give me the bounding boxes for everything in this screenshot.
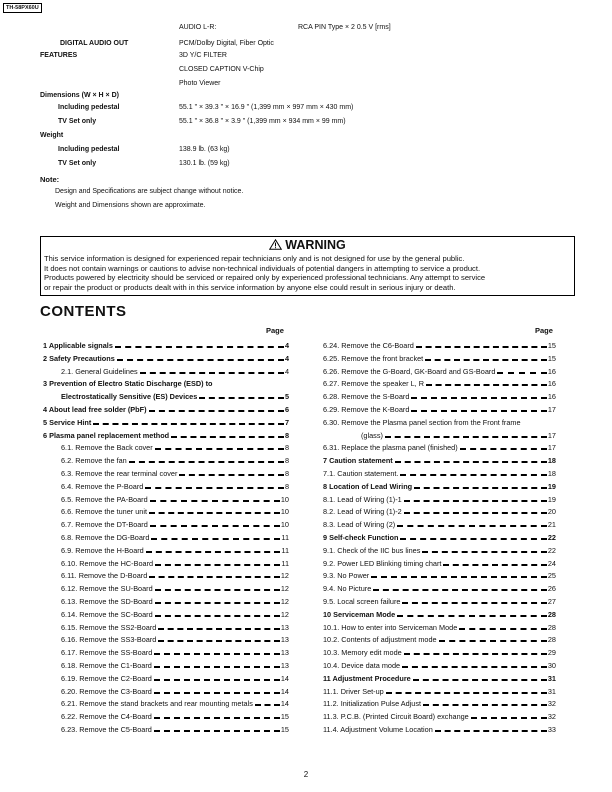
toc-entry-title: 6.13. Remove the SD-Board <box>61 597 153 606</box>
toc-entry[interactable] <box>61 710 289 721</box>
toc-entry-page: 11 <box>281 545 289 555</box>
toc-entry[interactable] <box>61 390 289 401</box>
toc-entry[interactable] <box>323 672 556 683</box>
toc-entry[interactable] <box>323 659 556 670</box>
toc-leader <box>151 538 280 540</box>
toc-leader <box>179 474 284 476</box>
toc-entry[interactable] <box>323 518 556 529</box>
toc-entry[interactable] <box>61 608 289 619</box>
toc-leader <box>129 461 284 463</box>
toc-entry-page: 13 <box>280 622 289 632</box>
warning-box <box>40 236 575 296</box>
toc-entry-title: 6.1. Remove the Back cover <box>61 443 153 453</box>
toc-entry[interactable] <box>43 429 289 440</box>
toc-entry[interactable] <box>323 646 556 657</box>
toc-leader <box>154 679 280 681</box>
model-tag: TH-58PX60U <box>3 3 42 13</box>
contents-title: CONTENTS <box>40 303 127 320</box>
toc-entry-page: 14 <box>280 699 289 709</box>
toc-entry-title: 9.2. Power LED Blinking timing chart <box>323 558 442 568</box>
toc-entry-title: 9.3. No Power <box>323 571 370 581</box>
toc-leader <box>402 602 546 604</box>
toc-leader <box>154 730 280 732</box>
warning-title-text: WARNING <box>285 238 346 252</box>
toc-entry[interactable] <box>323 544 556 555</box>
spec-value: PCM/Dolby Digital, Fiber Optic <box>179 40 274 47</box>
toc-entry-page: 33 <box>547 725 556 734</box>
toc-entry[interactable] <box>43 339 289 350</box>
toc-leader <box>171 436 284 438</box>
toc-entry-title: 10.4. Device data mode <box>323 661 401 670</box>
toc-entry-page: 8 <box>284 456 289 466</box>
toc-leader <box>255 704 280 706</box>
toc-leader <box>149 512 280 514</box>
toc-entry[interactable] <box>323 685 556 696</box>
toc-entry-title: 6.2. Remove the fan <box>61 456 127 466</box>
toc-entry[interactable] <box>323 365 556 376</box>
toc-entry-page: 28 <box>547 635 556 645</box>
toc-entry-title: 11.3. P.C.B. (Printed Circuit Board) exchange <box>323 712 469 722</box>
toc-entry[interactable] <box>323 454 556 465</box>
spec-label: DIGITAL AUDIO OUT <box>60 40 129 47</box>
toc-entry[interactable] <box>61 621 289 632</box>
toc-leader <box>411 397 546 399</box>
toc-entry-page: 27 <box>547 597 556 606</box>
toc-entry[interactable] <box>61 454 289 465</box>
toc-leader <box>426 384 547 386</box>
toc-entry[interactable] <box>61 557 289 568</box>
toc-entry[interactable] <box>43 403 289 414</box>
toc-entry[interactable] <box>323 621 556 632</box>
note-label: Note: <box>40 175 60 184</box>
toc-entry[interactable] <box>61 518 289 529</box>
toc-leader <box>140 372 284 374</box>
note-line: Weight and Dimensions shown are approximate. <box>55 202 206 209</box>
toc-leader <box>404 500 547 502</box>
toc-entry-page: 28 <box>547 622 556 632</box>
spec-value: 3D Y/C FILTER <box>179 52 227 59</box>
toc-leader <box>397 615 547 617</box>
spec-label: Including pedestal <box>58 146 120 153</box>
spec-label: TV Set only <box>58 160 97 167</box>
spec-value: 130.1 lb. (59 kg) <box>179 160 230 167</box>
toc-leader <box>443 564 546 566</box>
toc-entry-page: 7 <box>284 417 289 427</box>
toc-entry[interactable] <box>61 544 289 555</box>
toc-entry-title: 2.1. General Guidelines <box>61 366 138 376</box>
toc-leader <box>155 589 280 591</box>
toc-entry-page: 8 <box>284 443 289 453</box>
toc-entry-page: 11 <box>281 558 289 568</box>
toc-entry[interactable] <box>43 377 289 388</box>
toc-entry-title: 9 Self-check Function <box>323 533 399 542</box>
toc-entry[interactable] <box>323 505 556 516</box>
toc-entry[interactable] <box>323 582 556 593</box>
toc-entry-title: 9.5. Local screen failure <box>323 597 401 606</box>
toc-entry[interactable] <box>323 569 556 580</box>
toc-entry-page: 11 <box>281 533 289 542</box>
toc-entry[interactable] <box>323 416 556 427</box>
toc-entry-title: 8 Location of Lead Wiring <box>323 481 413 491</box>
toc-leader <box>397 525 547 527</box>
toc-entry[interactable] <box>43 416 289 427</box>
toc-entry-page: 5 <box>284 392 289 402</box>
spec-value: AUDIO L-R: <box>179 24 217 31</box>
toc-leader <box>115 346 284 348</box>
toc-entry-page: 32 <box>547 712 556 722</box>
spec-label: Weight <box>40 132 64 139</box>
toc-entry[interactable] <box>61 493 289 504</box>
toc-entry-title: 6.29. Remove the K-Board <box>323 405 410 414</box>
toc-entry-page: 12 <box>280 571 289 581</box>
toc-entry-title: 6.5. Remove the PA-Board <box>61 494 148 504</box>
toc-entry-page: 26 <box>547 584 556 594</box>
toc-entry-title: 6.7. Remove the DT-Board <box>61 520 148 530</box>
toc-entry-page: 13 <box>280 648 289 658</box>
toc-entry-title: 6.15. Remove the SS2-Board <box>61 622 157 632</box>
toc-leader <box>149 410 284 412</box>
toc-leader <box>149 576 280 578</box>
toc-entry-page: 25 <box>547 571 556 581</box>
toc-entry-title: 6.11. Remove the D-Board <box>61 571 148 581</box>
toc-entry-page: 18 <box>547 456 556 466</box>
toc-leader <box>404 512 547 514</box>
toc-entry-page: 8 <box>284 481 289 491</box>
toc-entry-page: 16 <box>547 366 556 376</box>
toc-entry[interactable] <box>61 672 289 683</box>
toc-entry-title: 6 Plasma panel replacement method <box>43 430 170 440</box>
toc-entry-title: 10.3. Memory edit mode <box>323 648 402 658</box>
toc-leader <box>400 474 546 476</box>
toc-entry-title: 6.31. Replace the plasma panel (finished) <box>323 443 458 453</box>
toc-entry-page: 15 <box>547 341 556 350</box>
note-line: Design and Specifications are subject change without notice. <box>55 188 244 195</box>
toc-leader <box>154 717 280 719</box>
toc-entry-page: 14 <box>280 686 289 696</box>
toc-leader <box>154 653 280 655</box>
toc-entry[interactable] <box>61 685 289 696</box>
toc-entry[interactable] <box>323 339 556 350</box>
warning-line: It does not contain warnings or cautions to advise non-technical individuals of potential dangers in attempting to service a product. <box>44 263 481 273</box>
toc-entry-title: 6.12. Remove the SU-Board <box>61 584 153 594</box>
toc-entry[interactable] <box>61 531 289 542</box>
toc-leader <box>199 397 284 399</box>
toc-entry-title: 6.9. Remove the H-Board <box>61 545 144 555</box>
toc-entry[interactable] <box>323 352 556 363</box>
toc-entry-page: 8 <box>284 430 289 440</box>
toc-entry-title: 6.24. Remove the C6-Board <box>323 341 414 350</box>
toc-entry-page: 30 <box>547 661 556 670</box>
spec-label: FEATURES <box>40 52 78 59</box>
toc-entry-title: 6.14. Remove the SC-Board <box>61 609 153 619</box>
toc-entry[interactable] <box>323 493 556 504</box>
page-column-header-left: Page <box>266 326 284 335</box>
toc-entry-title: 9.4. No Picture <box>323 584 372 594</box>
toc-entry[interactable] <box>361 429 556 440</box>
toc-entry-title: 6.3. Remove the rear terminal cover <box>61 469 178 478</box>
toc-entry-page: 4 <box>284 353 289 363</box>
toc-entry[interactable] <box>323 557 556 568</box>
toc-entry-title: 6.8. Remove the DG-Board <box>61 533 150 542</box>
toc-entry-title: 10.1. How to enter into Serviceman Mode <box>323 622 458 632</box>
toc-entry-page: 13 <box>280 635 289 645</box>
toc-entry-page: 12 <box>280 584 289 594</box>
spec-value: Photo Viewer <box>179 80 221 87</box>
page-column-header-right: Page <box>535 326 553 335</box>
toc-entry-title: 11.2. Initialization Pulse Adjust <box>323 699 422 709</box>
toc-leader <box>158 628 280 630</box>
toc-entry-page: 16 <box>547 379 556 389</box>
toc-entry[interactable] <box>323 467 556 478</box>
toc-entry[interactable] <box>323 723 556 734</box>
toc-leader <box>471 717 547 719</box>
toc-entry-page: 10 <box>280 507 289 517</box>
toc-entry[interactable] <box>61 595 289 606</box>
warning-triangle-icon <box>269 239 282 250</box>
toc-entry-title: 11.4. Adjustment Volume Location <box>323 725 433 734</box>
toc-entry-page: 24 <box>547 558 556 568</box>
toc-entry-page: 4 <box>284 341 289 350</box>
toc-entry[interactable] <box>61 723 289 734</box>
toc-entry-title: 6.17. Remove the SS-Board <box>61 648 153 658</box>
toc-leader <box>155 448 284 450</box>
spec-label: Dimensions (W × H × D) <box>40 92 119 99</box>
toc-entry-page: 10 <box>280 520 289 530</box>
warning-line: or repair the product or products dealt with in this service information by anyone else could result in serious injury or death. <box>44 282 456 292</box>
toc-entry[interactable] <box>323 377 556 388</box>
toc-leader <box>145 487 284 489</box>
warning-text <box>44 254 572 292</box>
toc-entry-title: (glass) <box>361 430 383 440</box>
toc-entry-title: 6.6. Remove the tuner unit <box>61 507 147 517</box>
toc-entry[interactable] <box>61 505 289 516</box>
toc-entry[interactable] <box>61 365 289 376</box>
toc-leader <box>385 436 547 438</box>
spec-value: 55.1 " × 36.8 " × 3.9 " (1,399 mm × 934 mm × 99 mm) <box>179 118 346 125</box>
toc-leader <box>93 423 284 425</box>
toc-entry[interactable] <box>61 659 289 670</box>
spec-value: 138.9 lb. (63 kg) <box>179 146 230 153</box>
toc-entry-page: 17 <box>547 430 556 440</box>
toc-entry-title: 6.28. Remove the S-Board <box>323 392 410 402</box>
toc-entry-title: 6.25. Remove the front bracket <box>323 353 424 363</box>
toc-leader <box>497 372 547 374</box>
toc-leader <box>435 730 547 732</box>
toc-entry-title: 6.4. Remove the P-Board <box>61 481 144 491</box>
toc-entry-title: 9.1. Check of the IIC bus lines <box>323 545 421 555</box>
toc-entry[interactable] <box>323 531 556 542</box>
toc-entry-title: 10.2. Contents of adjustment mode <box>323 635 437 645</box>
toc-entry[interactable] <box>323 710 556 721</box>
toc-entry-page: 18 <box>547 469 556 478</box>
toc-entry-title: 5 Service Hint <box>43 417 92 427</box>
toc-leader <box>422 551 547 553</box>
toc-entry[interactable] <box>323 441 556 452</box>
toc-entry-page: 12 <box>280 609 289 619</box>
toc-leader <box>416 346 547 348</box>
toc-leader <box>460 448 547 450</box>
toc-entry-title: 7 Caution statement <box>323 456 393 466</box>
toc-entry-page: 15 <box>547 353 556 363</box>
toc-leader <box>459 628 547 630</box>
toc-entry[interactable] <box>61 697 289 708</box>
toc-leader <box>402 666 547 668</box>
toc-entry-title: 6.21. Remove the stand brackets and rear mounting metals <box>61 699 253 709</box>
toc-entry[interactable] <box>323 390 556 401</box>
toc-entry[interactable] <box>61 633 289 644</box>
spec-label: Including pedestal <box>58 104 120 111</box>
toc-entry-page: 15 <box>280 725 289 734</box>
toc-entry-page: 15 <box>280 712 289 722</box>
toc-entry-page: 6 <box>284 405 289 414</box>
toc-entry-page: 19 <box>547 481 556 491</box>
toc-entry-title: 6.10. Remove the HC-Board <box>61 558 154 568</box>
toc-entry[interactable] <box>323 633 556 644</box>
warning-line: Products powered by electricity should be serviced or repaired only by experienced professional technicians. Any attempt to service <box>44 273 486 283</box>
toc-entry-title: 6.30. Remove the Plasma panel section from the Front frame <box>323 417 521 427</box>
toc-entry-title: 1 Applicable signals <box>43 341 113 350</box>
toc-entry-title: 8.2. Lead of Wiring (1)-2 <box>323 507 402 517</box>
toc-leader <box>413 679 547 681</box>
toc-entry-title: 6.23. Remove the C5-Board <box>61 725 152 734</box>
toc-entry-page: 32 <box>547 699 556 709</box>
toc-leader <box>400 538 546 540</box>
toc-entry-title: 2 Safety Precautions <box>43 353 115 363</box>
toc-entry-page: 22 <box>547 533 556 542</box>
warning-title <box>41 238 574 252</box>
toc-leader <box>150 500 280 502</box>
toc-entry-page: 21 <box>547 520 556 530</box>
toc-entry-title: 6.27. Remove the speaker L, R <box>323 379 424 389</box>
toc-entry-title: 6.20. Remove the C3-Board <box>61 686 152 696</box>
toc-entry[interactable] <box>323 608 556 619</box>
spec-value: 55.1 " × 39.3 " × 16.9 " (1,399 mm × 997 mm × 430 mm) <box>179 104 354 111</box>
toc-entry[interactable] <box>323 595 556 606</box>
toc-leader <box>155 602 280 604</box>
toc-leader <box>158 640 280 642</box>
toc-leader <box>150 525 280 527</box>
toc-entry[interactable] <box>61 480 289 491</box>
toc-leader <box>146 551 281 553</box>
toc-leader <box>371 576 547 578</box>
toc-entry-page: 19 <box>547 494 556 504</box>
toc-entry-page: 20 <box>547 507 556 517</box>
toc-entry-title: 6.22. Remove the C4-Board <box>61 712 152 722</box>
toc-entry[interactable] <box>61 441 289 452</box>
toc-entry-title: 6.18. Remove the C1-Board <box>61 661 152 670</box>
toc-leader <box>117 359 284 361</box>
toc-entry-title: 10 Serviceman Mode <box>323 609 396 619</box>
toc-entry[interactable] <box>61 646 289 657</box>
spec-extra: RCA PIN Type × 2 0.5 V [rms] <box>298 24 391 31</box>
toc-entry-title: 11 Adjustment Procedure <box>323 673 411 683</box>
toc-leader <box>154 666 280 668</box>
toc-entry-page: 4 <box>284 366 289 376</box>
toc-entry-page: 29 <box>547 648 556 658</box>
toc-entry-title: 4 About lead free solder (PbF) <box>43 405 147 414</box>
toc-entry-page: 31 <box>547 673 556 683</box>
toc-entry[interactable] <box>43 352 289 363</box>
spec-value: CLOSED CAPTION V-Chip <box>179 66 264 73</box>
toc-entry-title: 6.16. Remove the SS3-Board <box>61 635 157 645</box>
toc-entry-page: 13 <box>280 661 289 670</box>
toc-entry-page: 22 <box>547 545 556 555</box>
toc-leader <box>414 487 547 489</box>
toc-entry-page: 8 <box>284 469 289 478</box>
warning-line: This service information is designed for experienced repair technicians only and is not designed for use by the general public. <box>44 254 465 263</box>
toc-entry-title: Electrostatically Sensitive (ES) Devices <box>61 392 198 402</box>
toc-entry-title: 3 Prevention of Electro Static Discharge (ESD) to <box>43 379 213 389</box>
toc-leader <box>154 692 280 694</box>
toc-leader <box>155 615 280 617</box>
toc-entry-page: 14 <box>280 673 289 683</box>
toc-entry[interactable] <box>323 403 556 414</box>
toc-leader <box>425 359 547 361</box>
page-number: 2 <box>303 770 309 779</box>
toc-entry[interactable] <box>61 569 289 580</box>
toc-entry-title: 7.1. Caution statement. <box>323 469 399 478</box>
toc-entry-title: 6.19. Remove the C2-Board <box>61 673 152 683</box>
toc-entry-title: 6.26. Remove the G-Board, GK-Board and GS-Board <box>323 366 496 376</box>
toc-entry[interactable] <box>61 467 289 478</box>
toc-leader <box>423 704 547 706</box>
toc-entry-title: 8.1. Lead of Wiring (1)-1 <box>323 494 402 504</box>
toc-entry[interactable] <box>323 697 556 708</box>
toc-entry-title: 11.1. Driver Set-up <box>323 686 384 696</box>
toc-entry-page: 17 <box>547 405 556 414</box>
toc-entry-page: 31 <box>547 686 556 696</box>
toc-leader <box>386 692 547 694</box>
toc-entry-title: 8.3. Lead of Wiring (2) <box>323 520 396 530</box>
toc-leader <box>439 640 547 642</box>
toc-entry-page: 12 <box>280 597 289 606</box>
toc-entry-page: 16 <box>547 392 556 402</box>
spec-label: TV Set only <box>58 118 97 125</box>
toc-entry-page: 17 <box>547 443 556 453</box>
toc-leader <box>373 589 547 591</box>
toc-leader <box>395 461 547 463</box>
toc-entry-page: 10 <box>280 494 289 504</box>
toc-leader <box>155 564 280 566</box>
toc-entry[interactable] <box>61 582 289 593</box>
toc-entry[interactable] <box>323 480 556 491</box>
toc-leader <box>404 653 547 655</box>
toc-leader <box>411 410 546 412</box>
toc-entry-page: 28 <box>547 609 556 619</box>
